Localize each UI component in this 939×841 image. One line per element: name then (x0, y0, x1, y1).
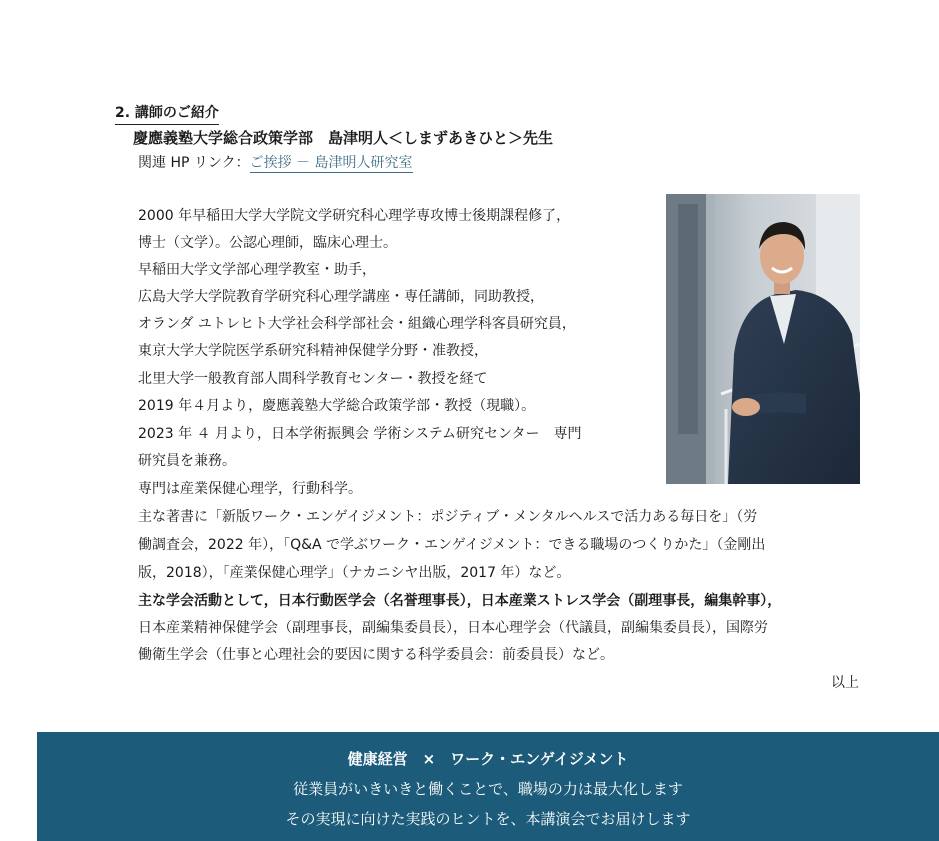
bio-line: 日本産業精神保健学会（副理事長，副編集委員長），日本心理学会（代議員，副編集委員長），国際労 (138, 620, 768, 636)
bio-line: 2000 年早稲田大学大学院文学研究科心理学専攻博士後期課程修了， (138, 208, 571, 224)
bio-line: 東京大学大学院医学系研究科精神保健学分野・准教授， (138, 343, 488, 359)
bio-line: 版，2018），「産業保健心理学」（ナカニシヤ出版，2017 年）など。 (138, 565, 571, 581)
bio-line: 主な学会活動として，日本行動医学会（名誉理事長），日本産業ストレス学会（副理事長，編集幹事）， (138, 593, 782, 609)
closing-mark: 以上 (831, 675, 859, 691)
bio-line: 早稲田大学文学部心理学教室・助手， (138, 262, 376, 278)
bio-line: 博士（文学）。公認心理師，臨床心理士。 (138, 235, 397, 251)
instructor-photo (666, 194, 860, 484)
related-hp-row (138, 152, 413, 172)
bio-line: 2023 年 ４ 月より，日本学術振興会 学術システム研究センター 専門 (138, 426, 582, 442)
bio-line: 2019 年４月より，慶應義塾大学総合政策学部・教授（現職）。 (138, 398, 536, 414)
bio-line: オランダ ユトレヒト大学社会科学部社会・組織心理学科客員研究員， (138, 316, 576, 332)
bio-line: 働調査会，2022 年），「Q&A で学ぶワーク・エンゲイジメント：できる職場のつくりかた」（金剛出 (138, 537, 766, 553)
bio-line: 研究員を兼務。 (138, 453, 236, 469)
banner-line: 従業員がいきいきと働くことで、職場の力は最大化します (293, 780, 683, 798)
instructor-name: 慶應義塾大学総合政策学部 島津明人＜しまずあきひと＞先生 (133, 129, 554, 147)
section-heading: 2. 講師のご紹介 (115, 102, 219, 125)
related-hp-label: 関連 HP リンク： (138, 155, 250, 171)
bio-line: 北里大学一般教育部人間科学教育センター・教授を経て (138, 371, 488, 387)
banner-line: その実現に向けた実践のヒントを、本講演会でお届けします (285, 810, 691, 828)
bio-line: 広島大学大学院教育学研究科心理学講座・専任講師，同助教授， (138, 289, 544, 305)
lab-greeting-link[interactable]: ご挨拶 － 島津明人研究室 (249, 155, 413, 171)
banner-title: 健康経営 × ワーク・エンゲイジメント (347, 750, 629, 768)
bio-line: 働衛生学会（仕事と心理社会的要因に関する科学委員会：前委員長）など。 (138, 647, 614, 663)
bio-line: 主な著書に「新版ワーク・エンゲイジメント：ポジティブ・メンタルヘルスで活力ある毎日を」（労 (138, 509, 758, 525)
promo-banner (37, 732, 939, 841)
bio-line: 専門は産業保健心理学，行動科学。 (138, 481, 362, 497)
